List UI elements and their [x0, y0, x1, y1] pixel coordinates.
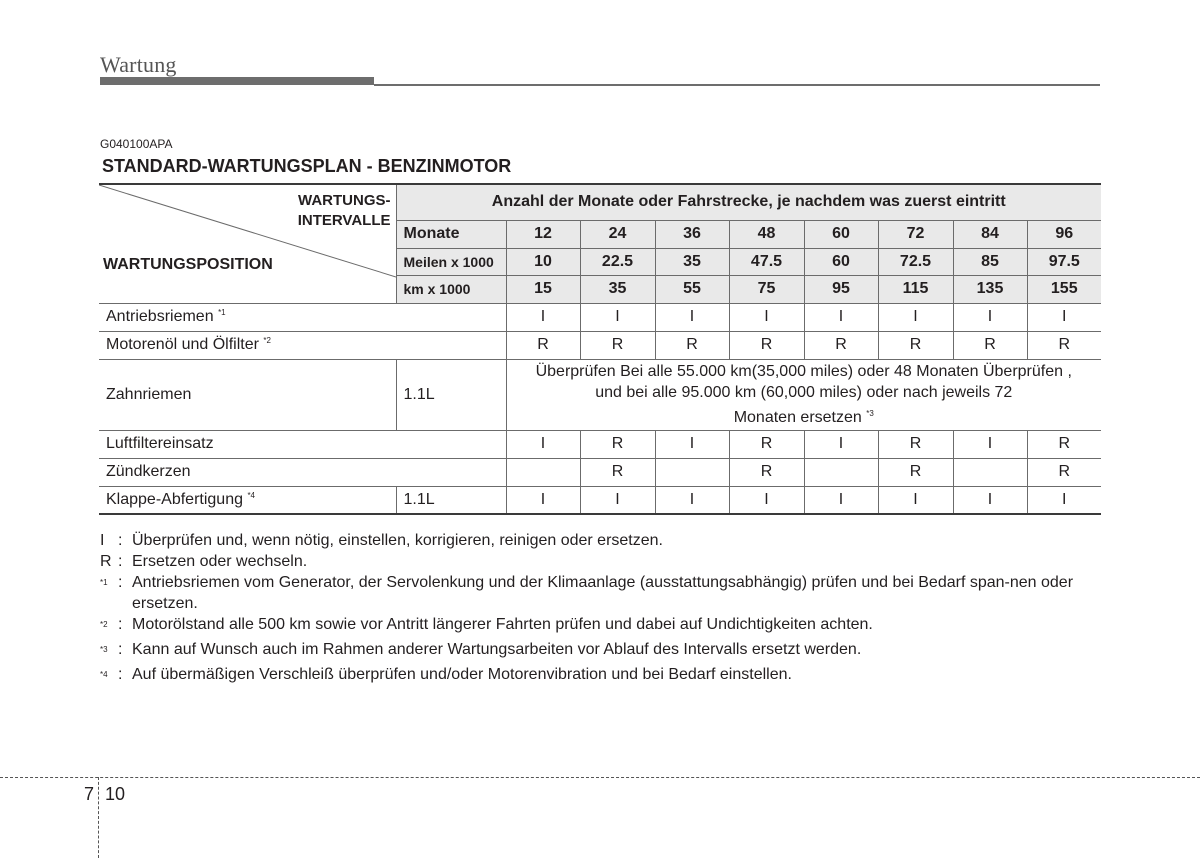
interval-value: 97.5: [1027, 248, 1101, 275]
table-row: [99, 430, 1101, 458]
legend-item: I : Überprüfen und, wenn nötig, einstellen, korrigieren, reinigen oder ersetzen.: [100, 532, 663, 549]
schedule-cell: [655, 458, 729, 486]
schedule-cell: R: [729, 430, 804, 458]
interval-value: 24: [580, 220, 655, 248]
interval-value: 12: [506, 220, 580, 248]
schedule-cell: I: [506, 430, 580, 458]
schedule-cell: R: [804, 331, 878, 359]
schedule-cell: I: [953, 486, 1027, 514]
schedule-cell: I: [804, 430, 878, 458]
schedule-cell: R: [580, 458, 655, 486]
chapter-number: 7: [84, 784, 95, 804]
corner-position-label: WARTUNGSPOSITION: [103, 256, 273, 273]
interval-value: 60: [804, 220, 878, 248]
document-code: G040100APA: [100, 137, 173, 151]
item-name: Luftfiltereinsatz: [99, 430, 506, 458]
interval-value: 72.5: [878, 248, 953, 275]
table-row: [99, 486, 1101, 514]
schedule-cell: [804, 458, 878, 486]
schedule-cell: I: [655, 430, 729, 458]
schedule-cell: R: [655, 331, 729, 359]
item-name: Zündkerzen: [99, 458, 506, 486]
interval-value: 96: [1027, 220, 1101, 248]
schedule-cell: I: [655, 303, 729, 331]
interval-value: 36: [655, 220, 729, 248]
schedule-cell: I: [729, 486, 804, 514]
corner-intervalle-label: WARTUNGS- INTERVALLE: [297, 192, 391, 229]
item-name: Klappe-Abfertigung $^{*4}$: [99, 486, 396, 514]
schedule-cell: I: [804, 303, 878, 331]
schedule-cell: [953, 458, 1027, 486]
interval-value: 75: [729, 275, 804, 303]
page-number: 10: [105, 784, 126, 804]
header-rule-thick: [100, 77, 374, 85]
interval-value: 135: [953, 275, 1027, 303]
header-rule-thin: [374, 84, 1100, 86]
interval-value: 47.5: [729, 248, 804, 275]
item-name: Motorenöl und Ölfilter $^{*2}$: [99, 331, 506, 359]
schedule-cell: I: [804, 486, 878, 514]
maintenance-table: [99, 183, 1101, 515]
interval-value: 15: [506, 275, 580, 303]
interval-value: 48: [729, 220, 804, 248]
schedule-cell: R: [878, 331, 953, 359]
legend-item: R : Ersetzen oder wechseln.: [100, 553, 308, 570]
schedule-cell: R: [1027, 458, 1101, 486]
schedule-cell: R: [878, 430, 953, 458]
schedule-cell: I: [878, 303, 953, 331]
item-name: Zahnriemen: [99, 359, 396, 430]
schedule-cell: I: [953, 303, 1027, 331]
table-corner-cell: [99, 184, 396, 303]
interval-value: 55: [655, 275, 729, 303]
table-row: [99, 303, 1101, 331]
item-spec: 1.1L: [396, 486, 506, 514]
schedule-cell: I: [506, 303, 580, 331]
interval-value: 84: [953, 220, 1027, 248]
table-row: [99, 458, 1101, 486]
schedule-cell: I: [580, 486, 655, 514]
interval-label: Meilen x 1000: [396, 248, 506, 275]
interval-value: 155: [1027, 275, 1101, 303]
schedule-cell: R: [729, 458, 804, 486]
schedule-cell: R: [878, 458, 953, 486]
legend-item: $^{*3}$ : Kann auf Wunsch auch im Rahmen anderer Wartungsarbeiten vor Ablauf des Intervalls ersetzt werden.: [100, 641, 862, 658]
schedule-cell: I: [1027, 486, 1101, 514]
interval-value: 22.5: [580, 248, 655, 275]
table-row: [99, 359, 1101, 430]
schedule-cell: I: [506, 486, 580, 514]
legend-item: $^{*1}$ : Antriebsriemen vom Generator, der Servolenkung und der Klimaanlage (ausstattungsabhängig) prüfen und bei Bedarf span-nen oder ersetzen.: [100, 574, 1074, 612]
schedule-cell: I: [729, 303, 804, 331]
legend-item: $^{*4}$ : Auf übermäßigen Verschleiß überprüfen und/oder Motorenvibration und bei Bedarf einstellen.: [100, 666, 792, 683]
item-name: Antriebsriemen $^{*1}$: [99, 303, 506, 331]
interval-value: 35: [580, 275, 655, 303]
schedule-cell: I: [878, 486, 953, 514]
legend: [100, 530, 1100, 689]
schedule-cell: R: [580, 430, 655, 458]
interval-label: Monate: [396, 220, 506, 248]
interval-label: km x 1000: [396, 275, 506, 303]
schedule-cell: R: [953, 331, 1027, 359]
schedule-cell: R: [580, 331, 655, 359]
schedule-cell: I: [655, 486, 729, 514]
legend-item: $^{*2}$ : Motorölstand alle 500 km sowie vor Antritt längerer Fahrten prüfen und dabei auf Undichtigkeiten achten.: [100, 616, 873, 633]
schedule-cell: R: [1027, 430, 1101, 458]
interval-value: 60: [804, 248, 878, 275]
schedule-cell: I: [1027, 303, 1101, 331]
interval-value: 72: [878, 220, 953, 248]
interval-value: 95: [804, 275, 878, 303]
item-spec: 1.1L: [396, 359, 506, 430]
footer-dashed-rule: [0, 777, 1200, 778]
schedule-cell: I: [953, 430, 1027, 458]
schedule-cell: R: [1027, 331, 1101, 359]
interval-value: 85: [953, 248, 1027, 275]
timing-belt-note: Überprüfen Bei alle 55.000 km(35,000 miles) oder 48 Monaten Überprüfen , und bei alle 95.000 km (60,000 miles) oder nach jeweils 72 Monaten ersetzen $^{*3}$: [506, 359, 1101, 430]
interval-value: 10: [506, 248, 580, 275]
schedule-cell: R: [729, 331, 804, 359]
schedule-cell: [506, 458, 580, 486]
interval-value: 35: [655, 248, 729, 275]
interval-value: 115: [878, 275, 953, 303]
schedule-cell: I: [580, 303, 655, 331]
table-row: [99, 331, 1101, 359]
schedule-cell: R: [506, 331, 580, 359]
section-title: Wartung: [100, 52, 177, 77]
footer-dashed-divider: [98, 777, 99, 858]
document-heading: STANDARD-WARTUNGSPLAN - BENZINMOTOR: [102, 156, 512, 176]
span-header: Anzahl der Monate oder Fahrstrecke, je nachdem was zuerst eintritt: [396, 184, 1101, 220]
